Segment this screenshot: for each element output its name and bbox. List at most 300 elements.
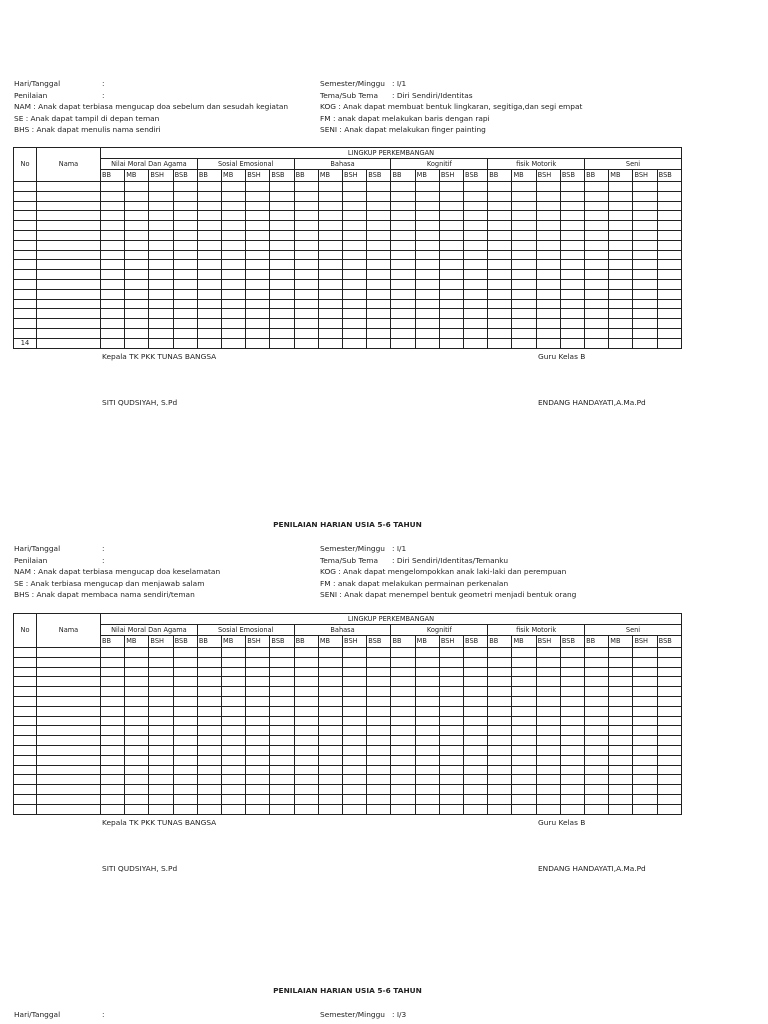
score-cell[interactable]	[488, 706, 512, 716]
score-cell[interactable]	[343, 755, 367, 765]
score-cell[interactable]	[464, 221, 488, 231]
score-cell[interactable]	[343, 201, 367, 211]
score-cell[interactable]	[512, 706, 536, 716]
score-cell[interactable]	[488, 191, 512, 201]
score-cell[interactable]	[343, 716, 367, 726]
score-cell[interactable]	[391, 191, 415, 201]
score-cell[interactable]	[270, 338, 294, 348]
score-cell[interactable]	[197, 221, 221, 231]
score-cell[interactable]	[173, 230, 197, 240]
score-cell[interactable]	[197, 230, 221, 240]
score-cell[interactable]	[125, 785, 149, 795]
score-cell[interactable]	[488, 299, 512, 309]
row-name-cell[interactable]	[37, 260, 101, 270]
score-cell[interactable]	[488, 319, 512, 329]
score-cell[interactable]	[609, 182, 633, 192]
score-cell[interactable]	[367, 270, 391, 280]
score-cell[interactable]	[222, 726, 246, 736]
score-cell[interactable]	[657, 804, 681, 814]
score-cell[interactable]	[464, 667, 488, 677]
score-cell[interactable]	[149, 289, 173, 299]
score-cell[interactable]	[222, 706, 246, 716]
score-cell[interactable]	[149, 755, 173, 765]
score-cell[interactable]	[101, 667, 125, 677]
score-cell[interactable]	[585, 804, 609, 814]
score-cell[interactable]	[270, 765, 294, 775]
score-cell[interactable]	[585, 745, 609, 755]
score-cell[interactable]	[294, 221, 318, 231]
score-cell[interactable]	[560, 260, 584, 270]
score-cell[interactable]	[439, 230, 463, 240]
score-cell[interactable]	[512, 191, 536, 201]
score-cell[interactable]	[101, 250, 125, 260]
score-cell[interactable]	[367, 299, 391, 309]
score-cell[interactable]	[222, 299, 246, 309]
score-cell[interactable]	[488, 804, 512, 814]
score-cell[interactable]	[294, 240, 318, 250]
score-cell[interactable]	[149, 726, 173, 736]
score-cell[interactable]	[318, 648, 342, 658]
score-cell[interactable]	[367, 755, 391, 765]
score-cell[interactable]	[367, 338, 391, 348]
score-cell[interactable]	[173, 657, 197, 667]
score-cell[interactable]	[270, 794, 294, 804]
row-no-cell[interactable]	[14, 648, 37, 658]
score-cell[interactable]	[415, 221, 439, 231]
score-cell[interactable]	[391, 667, 415, 677]
score-cell[interactable]	[391, 677, 415, 687]
score-cell[interactable]	[657, 191, 681, 201]
score-cell[interactable]	[464, 726, 488, 736]
score-cell[interactable]	[391, 648, 415, 658]
score-cell[interactable]	[464, 309, 488, 319]
score-cell[interactable]	[367, 221, 391, 231]
score-cell[interactable]	[657, 250, 681, 260]
score-cell[interactable]	[536, 726, 560, 736]
score-cell[interactable]	[149, 687, 173, 697]
score-cell[interactable]	[536, 804, 560, 814]
score-cell[interactable]	[609, 755, 633, 765]
score-cell[interactable]	[343, 726, 367, 736]
score-cell[interactable]	[585, 677, 609, 687]
score-cell[interactable]	[415, 765, 439, 775]
score-cell[interactable]	[439, 667, 463, 677]
score-cell[interactable]	[585, 667, 609, 677]
score-cell[interactable]	[343, 191, 367, 201]
score-cell[interactable]	[464, 182, 488, 192]
score-cell[interactable]	[343, 804, 367, 814]
score-cell[interactable]	[415, 648, 439, 658]
score-cell[interactable]	[560, 299, 584, 309]
score-cell[interactable]	[367, 794, 391, 804]
score-cell[interactable]	[173, 299, 197, 309]
score-cell[interactable]	[246, 211, 270, 221]
row-name-cell[interactable]	[37, 648, 101, 658]
row-no-cell[interactable]	[14, 736, 37, 746]
score-cell[interactable]	[197, 211, 221, 221]
score-cell[interactable]	[415, 211, 439, 221]
row-name-cell[interactable]	[37, 716, 101, 726]
score-cell[interactable]	[512, 687, 536, 697]
score-cell[interactable]	[391, 309, 415, 319]
score-cell[interactable]	[318, 657, 342, 667]
score-cell[interactable]	[439, 755, 463, 765]
score-cell[interactable]	[560, 289, 584, 299]
score-cell[interactable]	[560, 755, 584, 765]
score-cell[interactable]	[585, 230, 609, 240]
score-cell[interactable]	[270, 755, 294, 765]
score-cell[interactable]	[536, 221, 560, 231]
score-cell[interactable]	[318, 250, 342, 260]
row-no-cell[interactable]	[14, 687, 37, 697]
score-cell[interactable]	[294, 201, 318, 211]
score-cell[interactable]	[318, 794, 342, 804]
score-cell[interactable]	[343, 657, 367, 667]
score-cell[interactable]	[125, 319, 149, 329]
score-cell[interactable]	[657, 279, 681, 289]
score-cell[interactable]	[197, 299, 221, 309]
score-cell[interactable]	[270, 221, 294, 231]
score-cell[interactable]	[101, 338, 125, 348]
score-cell[interactable]	[633, 657, 657, 667]
score-cell[interactable]	[657, 745, 681, 755]
score-cell[interactable]	[391, 657, 415, 667]
score-cell[interactable]	[197, 328, 221, 338]
score-cell[interactable]	[657, 736, 681, 746]
score-cell[interactable]	[125, 240, 149, 250]
score-cell[interactable]	[560, 667, 584, 677]
score-cell[interactable]	[464, 250, 488, 260]
score-cell[interactable]	[536, 319, 560, 329]
score-cell[interactable]	[560, 221, 584, 231]
score-cell[interactable]	[246, 804, 270, 814]
score-cell[interactable]	[415, 201, 439, 211]
score-cell[interactable]	[343, 299, 367, 309]
score-cell[interactable]	[173, 765, 197, 775]
score-cell[interactable]	[536, 230, 560, 240]
score-cell[interactable]	[125, 687, 149, 697]
score-cell[interactable]	[318, 299, 342, 309]
score-cell[interactable]	[609, 687, 633, 697]
score-cell[interactable]	[439, 804, 463, 814]
score-cell[interactable]	[633, 736, 657, 746]
score-cell[interactable]	[149, 745, 173, 755]
score-cell[interactable]	[367, 328, 391, 338]
score-cell[interactable]	[657, 201, 681, 211]
score-cell[interactable]	[512, 221, 536, 231]
row-no-cell[interactable]	[14, 289, 37, 299]
score-cell[interactable]	[391, 716, 415, 726]
score-cell[interactable]	[657, 182, 681, 192]
score-cell[interactable]	[512, 240, 536, 250]
score-cell[interactable]	[125, 182, 149, 192]
score-cell[interactable]	[512, 667, 536, 677]
score-cell[interactable]	[512, 319, 536, 329]
score-cell[interactable]	[488, 785, 512, 795]
score-cell[interactable]	[657, 696, 681, 706]
score-cell[interactable]	[318, 745, 342, 755]
score-cell[interactable]	[560, 687, 584, 697]
score-cell[interactable]	[197, 182, 221, 192]
score-cell[interactable]	[657, 667, 681, 677]
score-cell[interactable]	[367, 648, 391, 658]
score-cell[interactable]	[197, 648, 221, 658]
row-no-cell[interactable]	[14, 319, 37, 329]
score-cell[interactable]	[488, 755, 512, 765]
score-cell[interactable]	[318, 230, 342, 240]
score-cell[interactable]	[415, 726, 439, 736]
score-cell[interactable]	[391, 289, 415, 299]
score-cell[interactable]	[125, 338, 149, 348]
score-cell[interactable]	[439, 299, 463, 309]
score-cell[interactable]	[560, 736, 584, 746]
score-cell[interactable]	[633, 785, 657, 795]
score-cell[interactable]	[270, 687, 294, 697]
score-cell[interactable]	[125, 270, 149, 280]
score-cell[interactable]	[464, 716, 488, 726]
score-cell[interactable]	[633, 211, 657, 221]
score-cell[interactable]	[488, 201, 512, 211]
score-cell[interactable]	[294, 745, 318, 755]
score-cell[interactable]	[657, 785, 681, 795]
score-cell[interactable]	[246, 745, 270, 755]
score-cell[interactable]	[270, 270, 294, 280]
score-cell[interactable]	[439, 338, 463, 348]
score-cell[interactable]	[149, 736, 173, 746]
score-cell[interactable]	[318, 309, 342, 319]
score-cell[interactable]	[415, 328, 439, 338]
score-cell[interactable]	[343, 279, 367, 289]
score-cell[interactable]	[536, 240, 560, 250]
score-cell[interactable]	[560, 328, 584, 338]
row-name-cell[interactable]	[37, 299, 101, 309]
score-cell[interactable]	[222, 221, 246, 231]
score-cell[interactable]	[318, 736, 342, 746]
score-cell[interactable]	[222, 260, 246, 270]
score-cell[interactable]	[536, 250, 560, 260]
score-cell[interactable]	[246, 328, 270, 338]
score-cell[interactable]	[101, 648, 125, 658]
row-no-cell[interactable]	[14, 775, 37, 785]
score-cell[interactable]	[488, 794, 512, 804]
score-cell[interactable]	[318, 755, 342, 765]
score-cell[interactable]	[149, 299, 173, 309]
score-cell[interactable]	[101, 260, 125, 270]
score-cell[interactable]	[415, 804, 439, 814]
score-cell[interactable]	[318, 279, 342, 289]
score-cell[interactable]	[125, 657, 149, 667]
score-cell[interactable]	[222, 755, 246, 765]
score-cell[interactable]	[246, 775, 270, 785]
score-cell[interactable]	[367, 736, 391, 746]
score-cell[interactable]	[343, 775, 367, 785]
score-cell[interactable]	[657, 657, 681, 667]
row-name-cell[interactable]	[37, 794, 101, 804]
score-cell[interactable]	[246, 319, 270, 329]
score-cell[interactable]	[270, 319, 294, 329]
score-cell[interactable]	[391, 240, 415, 250]
score-cell[interactable]	[197, 657, 221, 667]
score-cell[interactable]	[439, 289, 463, 299]
score-cell[interactable]	[415, 736, 439, 746]
score-cell[interactable]	[246, 648, 270, 658]
score-cell[interactable]	[512, 677, 536, 687]
score-cell[interactable]	[173, 794, 197, 804]
score-cell[interactable]	[149, 182, 173, 192]
score-cell[interactable]	[585, 221, 609, 231]
score-cell[interactable]	[657, 309, 681, 319]
score-cell[interactable]	[512, 745, 536, 755]
score-cell[interactable]	[101, 182, 125, 192]
score-cell[interactable]	[512, 260, 536, 270]
row-no-cell[interactable]	[14, 250, 37, 260]
score-cell[interactable]	[197, 191, 221, 201]
score-cell[interactable]	[585, 338, 609, 348]
row-no-cell[interactable]	[14, 657, 37, 667]
score-cell[interactable]	[512, 338, 536, 348]
score-cell[interactable]	[609, 309, 633, 319]
score-cell[interactable]	[536, 677, 560, 687]
score-cell[interactable]	[246, 279, 270, 289]
score-cell[interactable]	[270, 804, 294, 814]
score-cell[interactable]	[415, 191, 439, 201]
score-cell[interactable]	[585, 657, 609, 667]
score-cell[interactable]	[657, 677, 681, 687]
score-cell[interactable]	[294, 657, 318, 667]
score-cell[interactable]	[512, 657, 536, 667]
score-cell[interactable]	[585, 785, 609, 795]
row-name-cell[interactable]	[37, 201, 101, 211]
score-cell[interactable]	[367, 745, 391, 755]
score-cell[interactable]	[222, 687, 246, 697]
score-cell[interactable]	[439, 765, 463, 775]
row-no-cell[interactable]	[14, 240, 37, 250]
score-cell[interactable]	[367, 230, 391, 240]
score-cell[interactable]	[585, 299, 609, 309]
score-cell[interactable]	[439, 794, 463, 804]
score-cell[interactable]	[439, 745, 463, 755]
score-cell[interactable]	[512, 230, 536, 240]
row-no-cell[interactable]	[14, 270, 37, 280]
score-cell[interactable]	[318, 765, 342, 775]
score-cell[interactable]	[633, 338, 657, 348]
score-cell[interactable]	[246, 201, 270, 211]
score-cell[interactable]	[415, 667, 439, 677]
score-cell[interactable]	[633, 260, 657, 270]
score-cell[interactable]	[294, 716, 318, 726]
row-name-cell[interactable]	[37, 319, 101, 329]
score-cell[interactable]	[343, 309, 367, 319]
score-cell[interactable]	[560, 309, 584, 319]
row-no-cell[interactable]	[14, 328, 37, 338]
score-cell[interactable]	[222, 279, 246, 289]
score-cell[interactable]	[657, 211, 681, 221]
row-name-cell[interactable]	[37, 221, 101, 231]
score-cell[interactable]	[391, 765, 415, 775]
score-cell[interactable]	[585, 706, 609, 716]
score-cell[interactable]	[560, 191, 584, 201]
score-cell[interactable]	[318, 221, 342, 231]
score-cell[interactable]	[585, 191, 609, 201]
row-no-cell[interactable]: 14	[14, 338, 37, 348]
score-cell[interactable]	[343, 211, 367, 221]
score-cell[interactable]	[343, 338, 367, 348]
score-cell[interactable]	[270, 677, 294, 687]
score-cell[interactable]	[536, 667, 560, 677]
score-cell[interactable]	[633, 182, 657, 192]
score-cell[interactable]	[585, 648, 609, 658]
row-name-cell[interactable]	[37, 687, 101, 697]
score-cell[interactable]	[464, 279, 488, 289]
score-cell[interactable]	[318, 328, 342, 338]
score-cell[interactable]	[609, 191, 633, 201]
score-cell[interactable]	[173, 240, 197, 250]
score-cell[interactable]	[609, 289, 633, 299]
score-cell[interactable]	[391, 201, 415, 211]
score-cell[interactable]	[343, 687, 367, 697]
score-cell[interactable]	[488, 736, 512, 746]
score-cell[interactable]	[464, 745, 488, 755]
score-cell[interactable]	[633, 289, 657, 299]
row-no-cell[interactable]	[14, 201, 37, 211]
row-no-cell[interactable]	[14, 182, 37, 192]
score-cell[interactable]	[318, 260, 342, 270]
score-cell[interactable]	[633, 328, 657, 338]
score-cell[interactable]	[270, 230, 294, 240]
score-cell[interactable]	[149, 667, 173, 677]
score-cell[interactable]	[560, 648, 584, 658]
score-cell[interactable]	[294, 279, 318, 289]
score-cell[interactable]	[294, 696, 318, 706]
score-cell[interactable]	[391, 299, 415, 309]
score-cell[interactable]	[585, 182, 609, 192]
score-cell[interactable]	[125, 648, 149, 658]
score-cell[interactable]	[173, 270, 197, 280]
score-cell[interactable]	[197, 775, 221, 785]
score-cell[interactable]	[294, 736, 318, 746]
row-no-cell[interactable]	[14, 221, 37, 231]
score-cell[interactable]	[488, 338, 512, 348]
score-cell[interactable]	[318, 289, 342, 299]
score-cell[interactable]	[439, 687, 463, 697]
score-cell[interactable]	[609, 696, 633, 706]
score-cell[interactable]	[536, 716, 560, 726]
score-cell[interactable]	[657, 338, 681, 348]
score-cell[interactable]	[633, 794, 657, 804]
score-cell[interactable]	[149, 716, 173, 726]
score-cell[interactable]	[657, 260, 681, 270]
score-cell[interactable]	[609, 279, 633, 289]
score-cell[interactable]	[560, 706, 584, 716]
score-cell[interactable]	[657, 726, 681, 736]
score-cell[interactable]	[439, 775, 463, 785]
score-cell[interactable]	[536, 755, 560, 765]
score-cell[interactable]	[391, 755, 415, 765]
score-cell[interactable]	[270, 785, 294, 795]
score-cell[interactable]	[488, 716, 512, 726]
score-cell[interactable]	[488, 775, 512, 785]
score-cell[interactable]	[560, 794, 584, 804]
score-cell[interactable]	[222, 775, 246, 785]
score-cell[interactable]	[197, 250, 221, 260]
score-cell[interactable]	[367, 667, 391, 677]
score-cell[interactable]	[609, 667, 633, 677]
score-cell[interactable]	[609, 201, 633, 211]
score-cell[interactable]	[343, 667, 367, 677]
score-cell[interactable]	[125, 804, 149, 814]
score-cell[interactable]	[343, 706, 367, 716]
score-cell[interactable]	[246, 250, 270, 260]
